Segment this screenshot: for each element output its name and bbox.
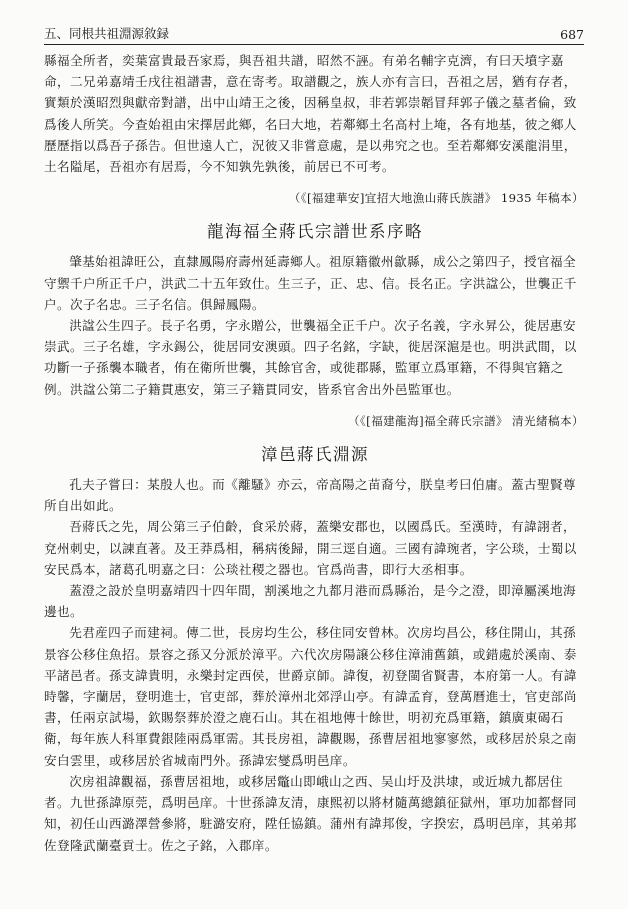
running-header: [44, 20, 584, 42]
source-citation: （《[福建龍海]福全蔣氏宗譜》 清光緒稿本）: [347, 413, 584, 428]
paragraph: 縣福全所者，奕葉富貴最吾家焉，與吾祖共譜，昭然不誣。有弟名輔字克濟，有曰天墳字嘉命，二兄弟嘉靖壬戌往祖譜書，意在寄考。取譜觀之，族人亦有言曰，吾祖之居，猶有存者，實類於漢昭烈與獻帝對譜，出中山靖王之後，因稱皇叔，非若郭崇韜冒拜郭子儀之墓者倫，致爲後人所笑。今查始祖由宋擇居此鄉，名曰大地，若鄰鄉土名高村上埯，各有地基，彼之鄉人歷歷指以爲吾子孫告。但世遠人亡，況彼又非嘗意處，是以弗究之也。至若鄰鄉安溪龍涓里，土名隘尾，吾祖亦有居焉，今不知孰先孰後，前居已不可考。: [44, 53, 577, 175]
paragraph: 肇基始祖諱旺公，直隸鳳陽府壽州延壽鄉人。祖原籍徽州歙縣，成公之第四子，授官福全守禦千户所正千户，洪武二十五年致仕。生三子，正、忠、信。長名正。字洪諡公，世襲正千户。次子名忠。三子名信。俱歸鳳陽。: [44, 254, 577, 312]
source-citation: （《[福建華安]宜招大地漁山蔣氏族譜》 1935 年稿本）: [288, 191, 584, 206]
paragraph: 次房祖諱觀福，孫曹居祖地，或移居鼈山即峨山之西、吴山圩及洪埭，或近城九都居住者。九世孫諱原莞，爲明邑庠。十世孫諱友清，康熙初以將材隨萬總鎮征獄州，軍功加都督同知，初任山西潞澤營參將，駐潞安府，陞任協鎮。蒲州有諱邦俊，字揆宏，爲明邑庠，其弟邦佐登隆武蘭臺貢士。佐之子銘，入郡庠。: [44, 773, 577, 853]
paragraph: 孔夫子嘗曰：某殷人也。而《離騷》亦云，帝高陽之苗裔兮，朕皇考曰伯庸。蓋古聖賢尊所自出如此。: [44, 477, 576, 514]
paragraph: 洪諡公生四子。長子名勇，字永贈公，世襲福全正千户。次子名義，字永昇公，徙居惠安崇武。三子名雄，字永錫公，徙居同安澳頭。四子名銘，字缺，徙居深滬是也。明洪武間，以功斷一子孫襲本職者，侑在衛所世襲，其餘官舍，或徙郡縣，監軍立爲軍籍，不得與官籍之例。洪諡公第二子籍貫惠安，第三子籍貫同安，皆系官舍出外邑監軍也。: [44, 318, 577, 397]
page-number: 687: [560, 27, 584, 42]
paragraph: 蓋澄之設於皇明嘉靖四十四年間，割溪地之九都月港而爲縣治，是今之澄，即漳屬溪地海邊也。: [44, 583, 576, 620]
chapter-title: 五、同根共祖淵源敘録: [44, 26, 170, 41]
section-title: 漳邑蔣氏淵源: [261, 445, 369, 465]
header-rule: [44, 44, 584, 45]
paragraph: 先君産四子而建祠。傳二世，長房均生公，移住同安曾林。次房均昌公，移住開山，其孫景容公移住魚招。景容之孫又分派於漳平。六代次房陽譲公移住漳浦舊鎮，或錯處於溪南、泰平諸邑者。孫支諱貴明，永樂封定西侯，世爵京師。諱復，初登閩省賢書，本府第一人。有諱時馨，字蘭居，登明進士，官吏部，葬於漳州北郊浮山亭。有諱孟育，登萬曆進士，官吏部尚書，任兩京試場，欽賜祭葬於澄之鹿石山。其在祖地傳十餘世，明初充爲軍籍，鎮廣東碣石衛，每年族人科軍費銀陸兩爲軍需。其長房祖，諱觀賜，孫曹居祖地寥寥然，或移居於泉之南安白雲里，或移居於省城南門外。孫諱宏燮爲明邑庠。: [44, 625, 577, 768]
section-title: 龍海福全蔣氏宗譜世系序略: [207, 222, 423, 242]
page-body: [44, 50, 586, 856]
paragraph: 吾蔣氏之先，周公第三子伯齡，食采於蔣，蓋樂安郡也，以國爲氏。至漢時，有諱詡者，兗州刺史，以諫直著。及王莽爲相，稱病後歸，開三逕自適。三國有諱琬者，字公琰，士蜀以安民爲本，諸葛孔明嘉之曰：公琰社稷之器也。官爲尚書，即行大丞相事。: [44, 519, 577, 577]
